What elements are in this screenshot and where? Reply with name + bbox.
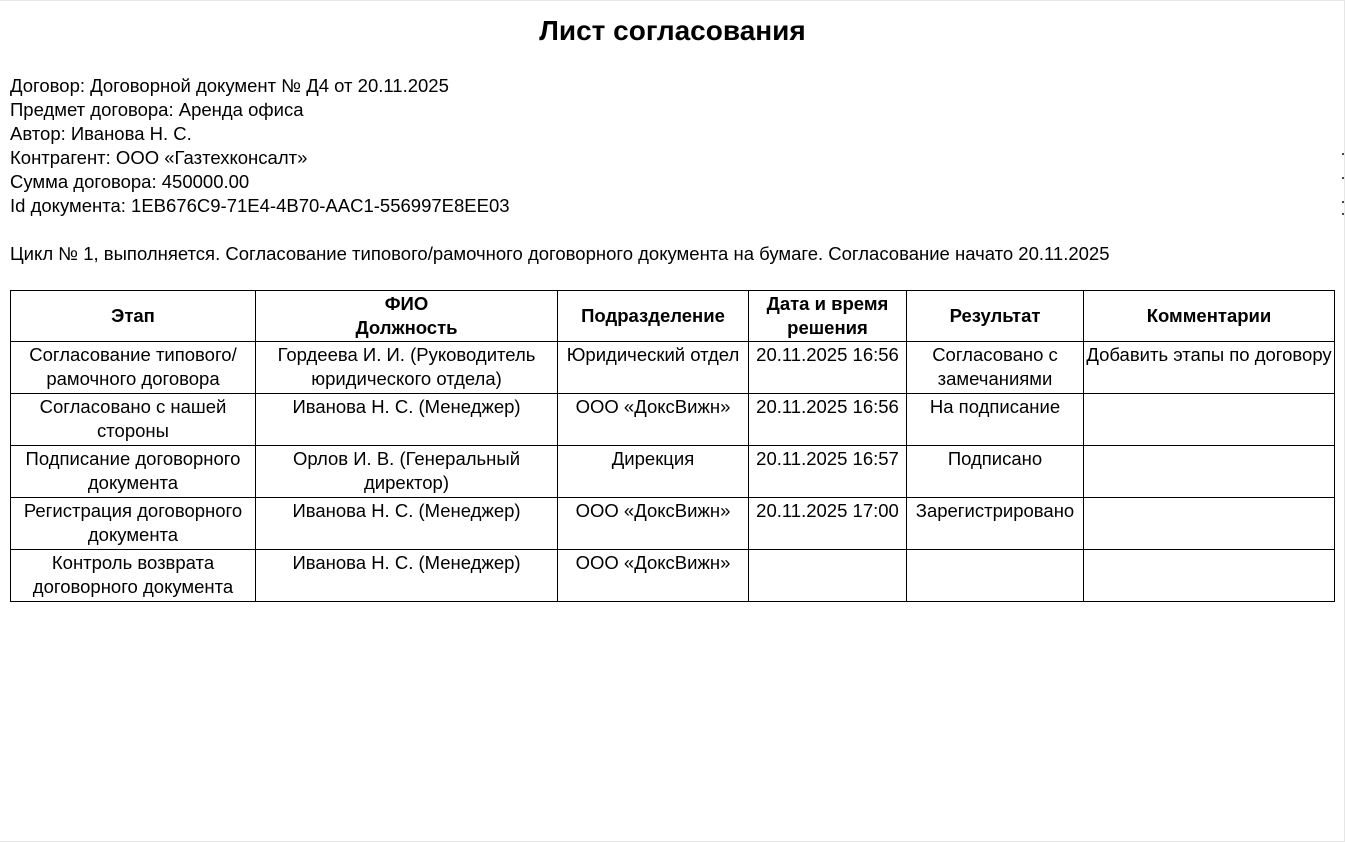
cycle-info: Цикл № 1, выполняется. Согласование типового/рамочного договорного документа на бумаге. Согласование начато 20.11.2025: [10, 243, 1110, 264]
header-date: Дата и время решения: [749, 291, 907, 342]
header-fio-position: Должность: [355, 317, 458, 338]
table-row: [11, 550, 1335, 602]
cell-department: Дирекция: [558, 446, 749, 498]
header-fio-name: ФИО: [384, 293, 429, 314]
cell-person: Иванова Н. С. (Менеджер): [256, 550, 558, 602]
cell-result: На подписание: [907, 394, 1084, 446]
cell-department: Юридический отдел: [558, 342, 749, 394]
cell-date: 20.11.2025 17:00: [749, 498, 907, 550]
cell-comment: [1084, 394, 1335, 446]
table-row: [11, 394, 1335, 446]
cell-stage: Контроль возврата договорного документа: [11, 550, 256, 602]
cell-stage: Подписание договорного документа: [11, 446, 256, 498]
cell-result: Подписано: [907, 446, 1084, 498]
table-row: [11, 446, 1335, 498]
cell-department: ООО «ДоксВижн»: [558, 550, 749, 602]
cell-department: ООО «ДоксВижн»: [558, 394, 749, 446]
header-stage: Этап: [11, 291, 256, 342]
cell-stage: Согласование типового/рамочного договора: [11, 342, 256, 394]
cell-person: Иванова Н. С. (Менеджер): [256, 498, 558, 550]
page-title: Лист согласования: [539, 15, 806, 46]
meta-document-id: Id документа: 1EB676C9-71E4-4B70-AAC1-556997E8EE03: [10, 195, 510, 216]
cell-comment: Добавить этапы по договору: [1084, 342, 1335, 394]
cell-person: Иванова Н. С. (Менеджер): [256, 394, 558, 446]
header-department: Подразделение: [558, 291, 749, 342]
cell-stage: Согласовано с нашей стороны: [11, 394, 256, 446]
cell-person: Гордеева И. И. (Руководитель юридического отдела): [256, 342, 558, 394]
meta-author: Автор: Иванова Н. С.: [10, 123, 192, 144]
cell-date: 20.11.2025 16:56: [749, 342, 907, 394]
meta-subject: Предмет договора: Аренда офиса: [10, 99, 304, 120]
cell-comment: [1084, 446, 1335, 498]
table-row: [11, 342, 1335, 394]
cell-comment: [1084, 550, 1335, 602]
meta-amount: Сумма договора: 450000.00: [10, 171, 250, 192]
cell-date: 20.11.2025 16:57: [749, 446, 907, 498]
page-edge-mark: [1342, 177, 1344, 179]
table-header-row: [11, 291, 1335, 342]
page-edge-mark: [1342, 213, 1344, 215]
cell-date: 20.11.2025 16:56: [749, 394, 907, 446]
page-edge-mark: [1342, 153, 1344, 155]
cell-comment: [1084, 498, 1335, 550]
header-fio: [256, 291, 558, 342]
cell-result: [907, 550, 1084, 602]
cell-person: Орлов И. В. (Генеральный директор): [256, 446, 558, 498]
page-edge-mark: [1342, 201, 1344, 203]
table-row: [11, 498, 1335, 550]
meta-contract: Договор: Договорной документ № Д4 от 20.11.2025: [10, 75, 449, 96]
cell-date: [749, 550, 907, 602]
cell-department: ООО «ДоксВижн»: [558, 498, 749, 550]
cell-stage: Регистрация договорного документа: [11, 498, 256, 550]
approval-table: [10, 290, 1335, 602]
header-comment: Комментарии: [1084, 291, 1335, 342]
meta-counterparty: Контрагент: ООО «Газтехконсалт»: [10, 147, 308, 168]
contract-meta: [10, 74, 510, 218]
cell-result: Согласовано с замечаниями: [907, 342, 1084, 394]
header-result: Результат: [907, 291, 1084, 342]
cell-result: Зарегистрировано: [907, 498, 1084, 550]
